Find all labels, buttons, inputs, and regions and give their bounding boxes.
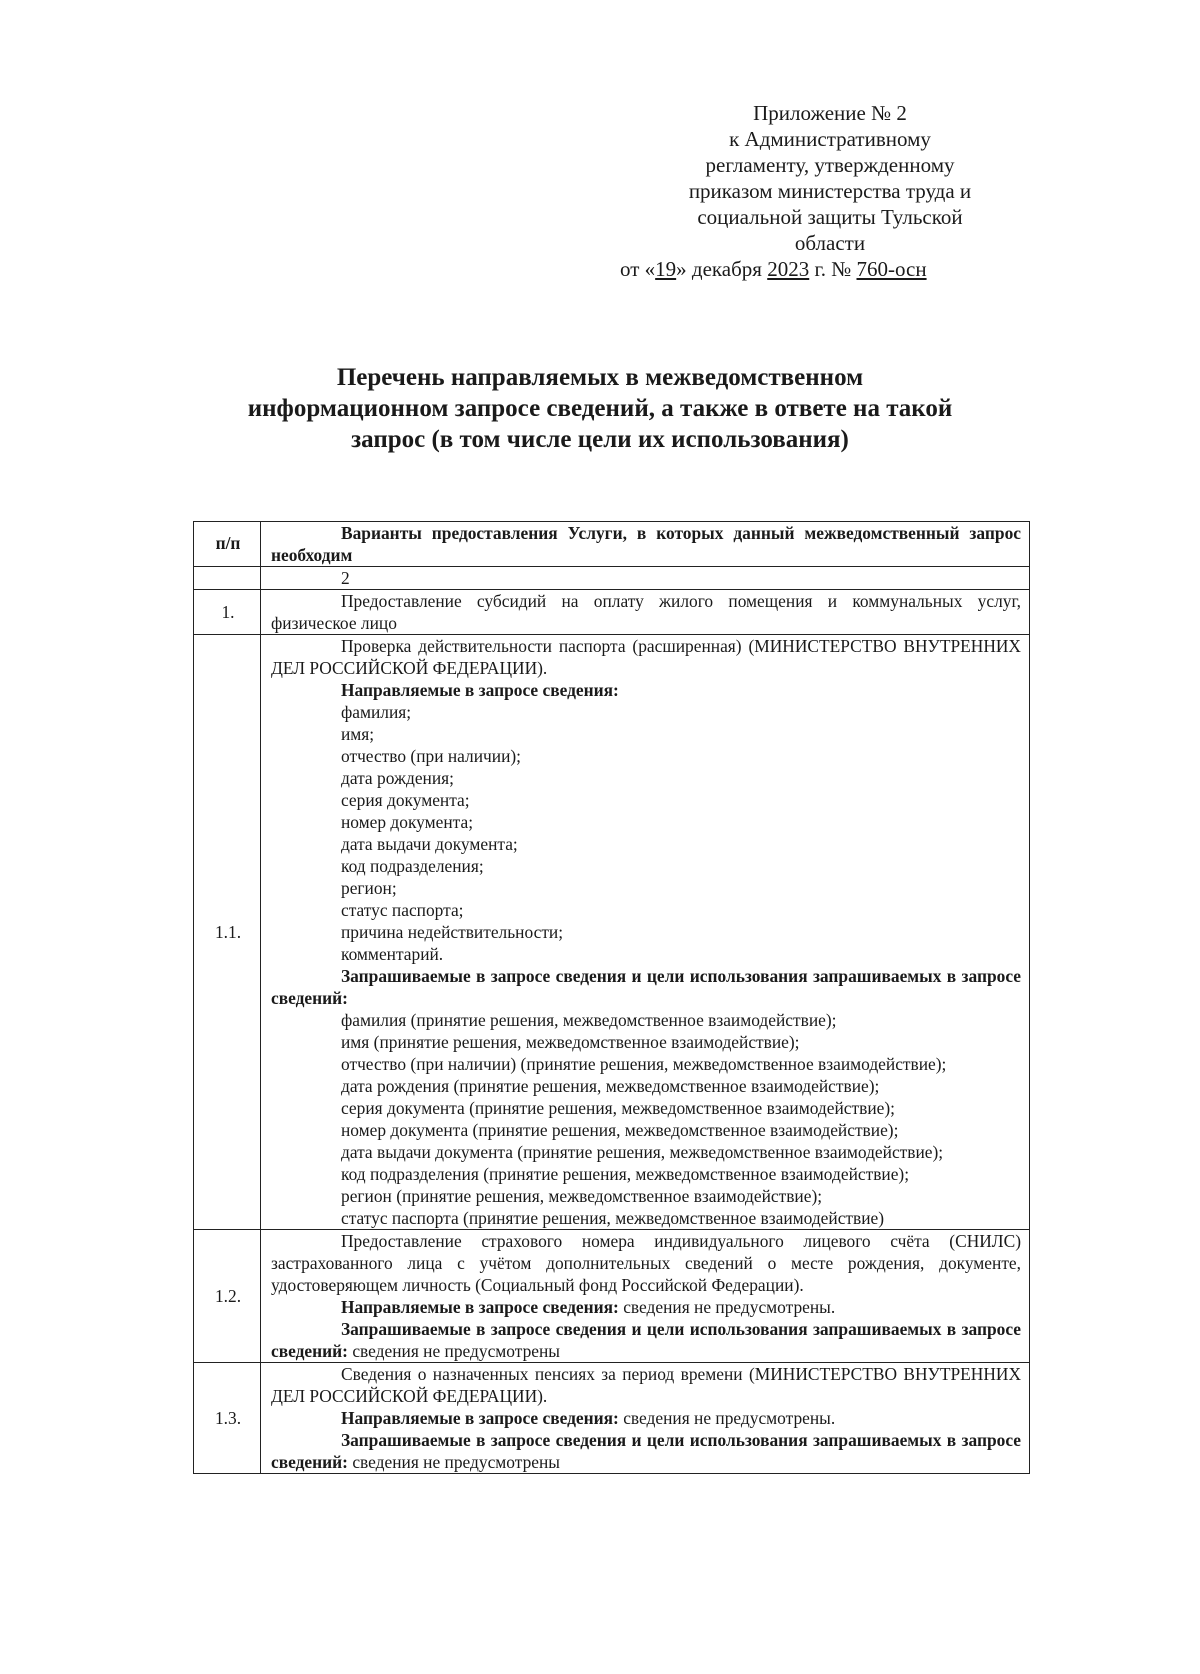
order-year: 2023 [767,257,810,281]
appendix-line: Приложение № 2 [753,101,907,125]
header-text: Варианты предоставления Услуги, в которых данный межведомственный запрос необходим [271,523,1021,565]
colnum-value: 2 [341,568,350,588]
year-suffix: г. № [809,257,857,281]
sent-label: Направляемые в запросе сведения: [341,1297,619,1317]
table-row [194,1230,1030,1363]
table-header-row [194,522,1030,567]
header-text-cell [261,522,1030,567]
document-title [150,362,1050,455]
list-item: статус паспорта (принятие решения, межведомственное взаимодействие) [341,1208,885,1228]
row-content [261,1363,1030,1474]
appendix-line: к Административному [729,127,931,151]
appendix-header [620,100,1040,282]
list-item: фамилия (принятие решения, межведомственное взаимодействие); [341,1010,837,1030]
row-intro: Предоставление страхового номера индивидуального лицевого счёта (СНИЛС) застрахованного лица с учётом дополнительных сведений о месте рождения, документе, удостоверяющем личность (Социальный фонд Российской Федерации). [271,1231,1021,1295]
list-item: статус паспорта; [341,900,464,920]
appendix-line: области [794,231,866,255]
sent-value: сведения не предусмотрены. [618,1408,836,1428]
row-text: Предоставление субсидий на оплату жилого помещения и коммунальных услуг, физическое лицо [271,591,1021,633]
list-item: дата выдачи документа; [341,834,518,854]
row-content [261,1230,1030,1363]
column-number-row [194,567,1030,590]
list-item: номер документа (принятие решения, межведомственное взаимодействие); [341,1120,899,1140]
list-item: регион (принятие решения, межведомственное взаимодействие); [341,1186,823,1206]
list-item: серия документа (принятие решения, межведомственное взаимодействие); [341,1098,895,1118]
colnum-cell-2 [261,567,1030,590]
sent-label: Направляемые в запросе сведения: [341,680,619,700]
title-line: информационном запросе сведений, а также в ответе на такой [247,395,953,422]
requested-label: Запрашиваемые в запросе сведения и цели использования запрашиваемых в запросе сведений: [271,1430,1021,1472]
requested-line [271,1429,1021,1473]
header-num-cell: п/п [194,522,261,567]
list-item: регион; [341,878,397,898]
appendix-line: социальной защиты Тульской [697,205,963,229]
date-prefix: от « [620,257,656,281]
order-day: 19 [655,257,677,281]
sent-value: сведения не предусмотрены. [618,1297,836,1317]
list-item: дата рождения (принятие решения, межведомственное взаимодействие); [341,1076,880,1096]
sent-label: Направляемые в запросе сведения: [341,1408,619,1428]
table-row [194,1363,1030,1474]
order-date-line [620,256,1040,282]
title-line: запрос (в том числе цели их использования) [351,426,849,453]
row-content [261,635,1030,1230]
row-number: 1.2. [194,1230,261,1363]
list-item: отчество (при наличии); [341,746,522,766]
list-item: дата рождения; [341,768,454,788]
list-item: причина недействительности; [341,922,564,942]
row-intro: Проверка действительности паспорта (расширенная) (МИНИСТЕРСТВО ВНУТРЕННИХ ДЕЛ РОССИЙСКОЙ ФЕДЕРАЦИИ). [271,636,1021,678]
requested-line [271,1318,1021,1362]
list-item: дата выдачи документа (принятие решения, межведомственное взаимодействие); [341,1142,944,1162]
list-item: серия документа; [341,790,470,810]
list-item: имя (принятие решения, межведомственное взаимодействие); [341,1032,800,1052]
table-row [194,590,1030,635]
date-month: » декабря [676,257,768,281]
row-intro: Сведения о назначенных пенсиях за период времени (МИНИСТЕРСТВО ВНУТРЕННИХ ДЕЛ РОССИЙСКОЙ ФЕДЕРАЦИИ). [271,1364,1021,1406]
list-item: код подразделения; [341,856,484,876]
row-number: 1.3. [194,1363,261,1474]
colnum-cell-1 [194,567,261,590]
title-line: Перечень направляемых в межведомственном [336,364,864,391]
sent-line [271,1296,1021,1318]
requested-label: Запрашиваемые в запросе сведения и цели использования запрашиваемых в запросе сведений: [271,966,1021,1008]
sent-line [271,1407,1021,1429]
appendix-line: приказом министерства труда и [688,179,972,203]
list-item: отчество (при наличии) (принятие решения, межведомственное взаимодействие); [341,1054,947,1074]
list-item: комментарий. [341,944,444,964]
table-row [194,635,1030,1230]
row-number: 1. [194,590,261,635]
requested-value: сведения не предусмотрены [347,1452,560,1472]
appendix-line: регламенту, утвержденному [705,153,955,177]
list-item: фамилия; [341,702,412,722]
list-item: имя; [341,724,375,744]
list-item: код подразделения (принятие решения, межведомственное взаимодействие); [341,1164,910,1184]
row-number: 1.1. [194,635,261,1230]
requested-value: сведения не предусмотрены [347,1341,560,1361]
order-number: 760-осн [856,257,927,281]
requests-table [193,521,1030,1474]
row-content [261,590,1030,635]
requested-label: Запрашиваемые в запросе сведения и цели использования запрашиваемых в запросе сведений: [271,1319,1021,1361]
list-item: номер документа; [341,812,474,832]
